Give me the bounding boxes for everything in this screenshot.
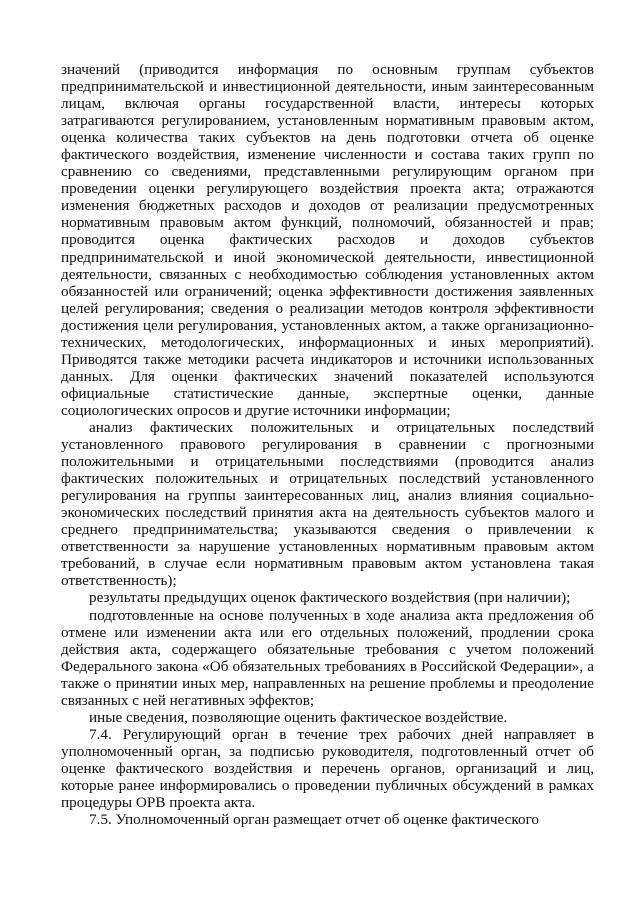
document-body [61, 61, 594, 828]
paragraph-7-4: 7.4. Регулирующий орган в течение трех рабочих дней направляет в уполномоченный орган, за подписью руководителя, подготовленный отчет об оценке фактического воздействия и перечень органов, организаций и лиц, которые ранее информировались о проведении публичных обсуждений в рамках процедуры ОРВ проекта акта. [61, 725, 594, 812]
paragraph-other-info: иные сведения, позволяющие оценить фактическое воздействие. [89, 708, 508, 726]
paragraph-previous-results: результаты предыдущих оценок фактического воздействия (при наличии); [89, 589, 571, 607]
paragraph-proposals: подготовленные на основе полученных в ходе анализа акта предложения об отмене или изменении акта или его отдельных положений, продлении срока действия акта, содержащего обязательные требования с учетом положений Федерального закона «Об обязательных требованиях в Российской Федерации», а также о принятии иных мер, направленных на решение проблемы и преодоление связанных с ней негативных эффектов; [61, 606, 594, 709]
paragraph-consequences-analysis: анализ фактических положительных и отрицательных последствий установленного правового регулирования в сравнении с прогнозными положительными и отрицательными последствиями (проводится анализ фактических положительных и отрицательных последствий установленного регулирования на группы заинтересованных лиц, анализ влияния социально-экономических последствий принятия акта на деятельность субъектов малого и среднего предпринимательства; указываются сведения о привлечении к ответственности за нарушение установленных нормативным правовым актом требований, в случае если нормативным правовым актом установлена такая ответственность); [61, 418, 594, 590]
paragraph-7-5: 7.5. Уполномоченный орган размещает отчет об оценке фактического [89, 811, 540, 829]
paragraph-continuation: значений (приводится информация по основным группам субъектов предпринимательской и инвестиционной деятельности, иным заинтересованным лицам, включая органы государственной власти, интересы которых затрагиваются регулированием, установленным нормативным правовым актом, оценка количества таких субъектов на день подготовки отчета об оценке фактического воздействия, изменение численности и состава таких групп по сравнению со сведениями, представленными регулирующим органом при проведении оценки регулирующего воздействия проекта акта; отражаются изменения бюджетных расходов и доходов от реализации предусмотренных нормативным правовым актом функций, полномочий, обязанностей и прав; проводится оценка фактических расходов и доходов субъектов предпринимательской и иной экономической деятельности, инвестиционной деятельности, связанных с необходимостью соблюдения установленных актом обязанностей или ограничений; оценка эффективности достижения заявленных целей регулирования; сведения о реализации методов контроля эффективности достижения цели регулирования, установленных актом, а также организационно-технических, методологических, информационных и иных мероприятий). Приводятся также методики расчета индикаторов и источники использованных данных. Для оценки фактических значений показателей используются официальные статистические данные, экспертные оценки, данные социологических опросов и другие источники информации; [61, 61, 594, 419]
